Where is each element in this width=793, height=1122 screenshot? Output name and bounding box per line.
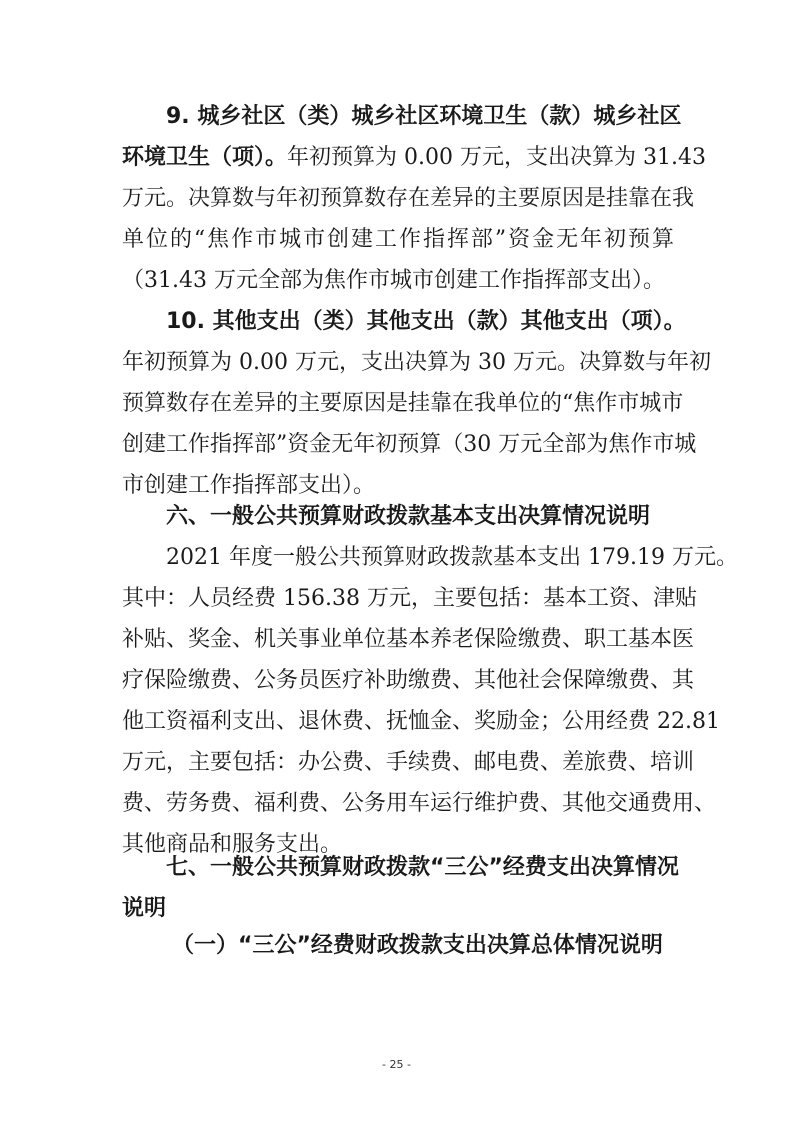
item-9-line-2 <box>122 137 706 178</box>
item-9-heading-line: 9. 城乡社区（类）城乡社区环境卫生（款）城乡社区 <box>166 104 682 129</box>
section-6-title: 六、一般公共预算财政拨款基本支出决算情况说明 <box>166 504 651 529</box>
section-6-line-5: 他工资福利支出、退休费、抚恤金、奖励金；公用经费 22.81 <box>122 709 720 734</box>
section-7 <box>122 847 679 929</box>
section-6-line-3: 补贴、奖金、机关事业单位基本养老保险缴费、职工基本医 <box>122 627 695 652</box>
item-10-line-4: 创建工作指挥部”资金无年初预算（30 万元全部为焦作市城 <box>122 432 697 457</box>
page-number: - 25 - <box>382 1058 411 1071</box>
section-6-line-8: 其他商品和服务支出。 <box>122 832 343 857</box>
section-7-subheading-1: （一）“三公”经费财政拨款支出决算总体情况说明 <box>172 933 663 958</box>
section-6-line-2: 其中：人员经费 156.38 万元，主要包括：基本工资、津贴 <box>122 586 697 611</box>
item-10-line-3: 预算数存在差异的主要原因是挂靠在我单位的“焦作市城市 <box>122 391 684 416</box>
paragraph-item-10 <box>122 301 711 506</box>
item-10-line-2: 年初预算为 0.00 万元，支出决算为 30 万元。决算数与年初 <box>122 350 711 375</box>
item-9-line-3: 万元。决算数与年初预算数存在差异的主要原因是挂靠在我 <box>122 186 695 211</box>
section-7-title-line-1: 七、一般公共预算财政拨款“三公”经费支出决算情况 <box>166 855 679 880</box>
item-9-line-5: （31.43 万元全部为焦作市城市创建工作指挥部支出）。 <box>122 268 665 293</box>
paragraph-item-9 <box>122 96 706 301</box>
section-6-line-7: 费、劳务费、福利费、公务用车运行维护费、其他交通费用、 <box>122 791 717 816</box>
section-6-line-6: 万元，主要包括：办公费、手续费、邮电费、差旅费、培训 <box>122 750 695 775</box>
item-9-text: 年初预算为 0.00 万元，支出决算为 31.43 <box>287 145 706 170</box>
item-10-heading-line: 10. 其他支出（类）其他支出（款）其他支出（项）。 <box>166 309 686 334</box>
section-6-line-4: 疗保险缴费、公务员医疗补助缴费、其他社会保障缴费、其 <box>122 668 695 693</box>
item-9-line-4: 单位的“焦作市城市创建工作指挥部”资金无年初预算 <box>122 227 674 252</box>
section-7-title-line-2: 说明 <box>122 896 167 921</box>
section-6 <box>122 496 738 865</box>
item-9-heading-tail: 环境卫生（项）。 <box>122 145 288 170</box>
item-10-line-5: 市创建工作指挥部支出）。 <box>122 473 376 498</box>
section-6-line-1: 2021 年度一般公共预算财政拨款基本支出 179.19 万元。 <box>166 545 738 570</box>
